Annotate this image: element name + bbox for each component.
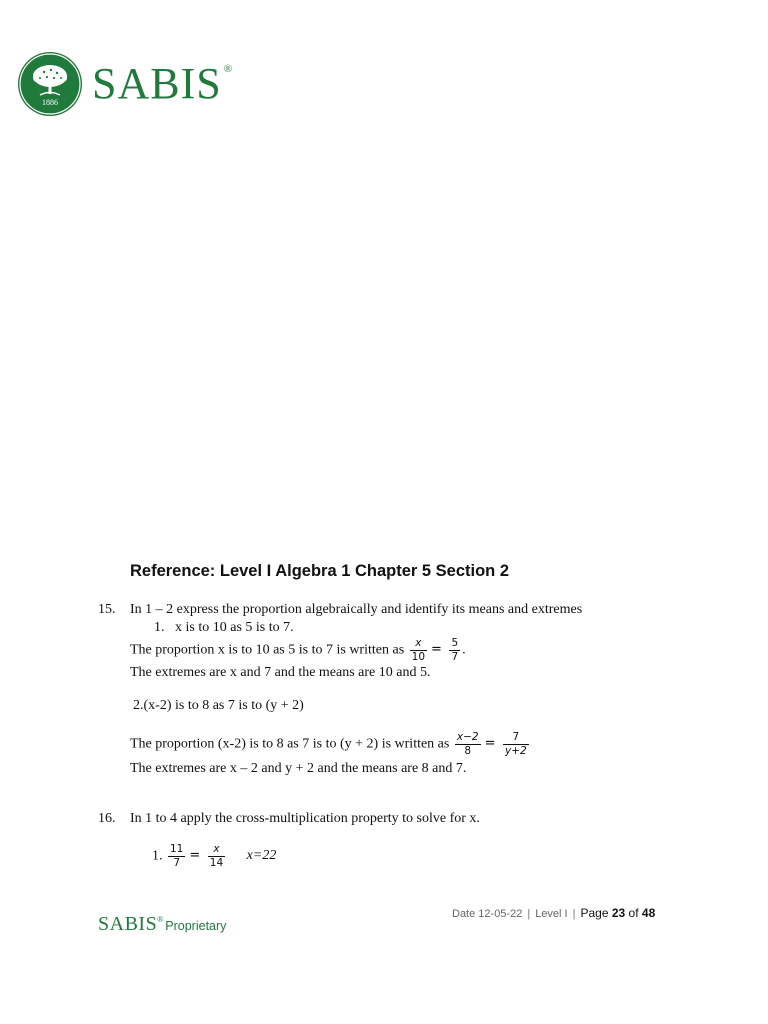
page-number: Page 23 of 48 [580,906,656,920]
question-15-item-2-proportion: The proportion (x-2) is to 8 as 7 is to (y + 2) is written as $\frac{x-2}{8}$ = $\frac{7}{y+2}$ [130,731,527,757]
fraction-5-over-7: $\frac{5}{7}$ [451,637,459,663]
footer-sabis-proprietary-logo: SABIS ® Proprietary [98,913,227,935]
fraction-x-over-14: $\frac{x}{14}$ [209,843,224,869]
question-number-15: 15. [98,602,116,617]
fraction-x-minus-2-over-8: $\frac{x-2}{8}$ [456,731,479,757]
seal-year: 1886 [42,98,58,107]
footer-date: Date 12-05-22 [452,908,523,920]
question-15-item-2: 2.(x-2) is to 8 as 7 is to (y + 2) [133,698,304,713]
question-15-item-2-extremes: The extremes are x – 2 and y + 2 and the means are 8 and 7. [130,761,467,776]
question-15-item-1-extremes: The extremes are x and 7 and the means are 10 and 5. [130,665,431,680]
footer-level: Level I [535,908,568,920]
reference-heading: Reference: Level I Algebra 1 Chapter 5 Section 2 [130,562,510,580]
brand-name: SABIS ® [92,59,234,108]
question-16-item-1: 1. $\frac{11}{7}$ = $\frac{x}{14}$ x=22 [152,843,277,869]
question-number-16: 16. [98,811,116,826]
question-15-prompt: In 1 – 2 express the proportion algebraically and identify its means and extremes [130,602,583,617]
question-16-prompt: In 1 to 4 apply the cross-multiplication property to solve for x. [130,811,480,826]
fraction-x-over-10: $\frac{x}{10}$ [411,637,426,663]
sabis-logo [18,52,233,116]
tree-seal-icon [18,52,82,116]
answer-x-22: x=22 [246,848,277,864]
fraction-11-over-7: $\frac{11}{7}$ [170,843,184,869]
fraction-7-over-y-plus-2: $\frac{7}{y+2}$ [504,731,527,757]
question-15-item-1-proportion: The proportion x is to 10 as 5 is to 7 is written as $\frac{x}{10}$ = $\frac{5}{7}$ . [130,637,466,663]
footer-page-info: Date 12-05-22 | Level I | Page 23 of 48 [452,906,656,920]
question-15-item-1: 1. x is to 10 as 5 is to 7. [154,620,294,635]
